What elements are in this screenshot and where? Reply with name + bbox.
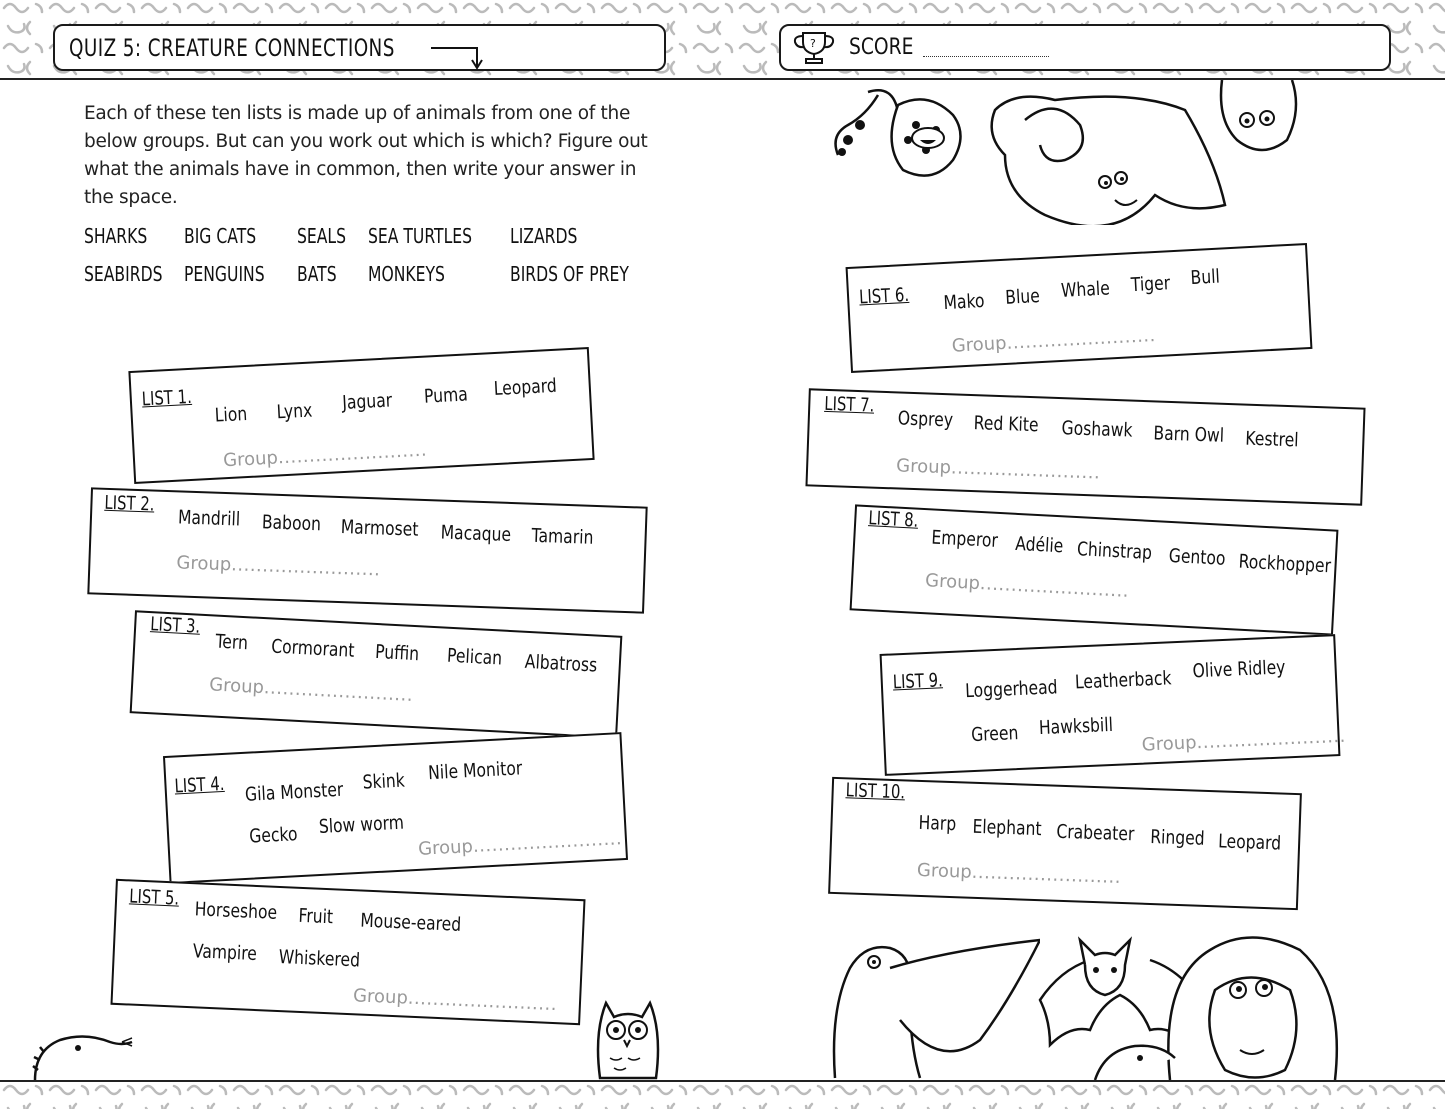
animal-name: Whale (1060, 277, 1111, 302)
animal-name: Hawksbill (1038, 713, 1114, 740)
baboon-illustration-icon (1160, 930, 1345, 1080)
group-prompt: Group (924, 570, 981, 595)
score-answer-line[interactable] (923, 49, 1049, 57)
owl-illustration-icon (592, 998, 662, 1080)
animal-name: Gentoo (1168, 544, 1227, 570)
group-option: SHARKS (84, 224, 148, 248)
list-label: LIST 1. (141, 385, 193, 411)
group-option: SEALS (297, 224, 347, 248)
arrow-down-right-icon (429, 42, 489, 72)
list-label: LIST 9. (892, 669, 944, 694)
animal-name: Rockhopper (1238, 550, 1332, 578)
answer-dots: ........................ (263, 677, 414, 706)
animal-name: Barn Owl (1153, 422, 1225, 447)
animal-name: Goshawk (1061, 417, 1133, 442)
animal-name: Nile Monitor (427, 757, 523, 785)
list-label: LIST 2. (104, 491, 155, 516)
answer-dots: ........................ (472, 828, 623, 857)
animal-name: Olive Ridley (1192, 656, 1286, 683)
group-prompt: Group (176, 552, 232, 576)
lizard-illustration-icon (30, 1030, 140, 1082)
group-option: PENGUINS (184, 262, 265, 286)
quiz-title: QUIZ 5: CREATURE CONNECTIONS (69, 33, 395, 62)
animal-name: Whiskered (278, 945, 361, 972)
animal-name: Crabeater (1056, 820, 1135, 846)
group-option: SEA TURTLES (368, 224, 473, 248)
animal-name: Macaque (440, 521, 512, 546)
animal-name: Horseshoe (194, 898, 278, 924)
pelican-illustration-icon (830, 928, 1040, 1080)
animal-name: Tamarin (531, 524, 594, 549)
animal-name: Gecko (248, 823, 299, 848)
animal-name: Lion (214, 402, 248, 427)
group-answer-line[interactable] (176, 552, 381, 580)
list-card-9 (880, 634, 1347, 776)
bottom-pattern-band (0, 1080, 1445, 1109)
animal-name: Chinstrap (1076, 538, 1153, 564)
list-label: LIST 10. (845, 779, 906, 804)
quiz-title-box (53, 24, 666, 71)
list-card-2 (87, 487, 647, 613)
animal-name: Cormorant (270, 635, 355, 662)
animal-name: Albatross (524, 650, 598, 677)
animal-name: Puffin (374, 640, 420, 666)
group-prompt: Group (951, 332, 1008, 357)
group-prompt: Group (895, 455, 952, 479)
animal-name: Red Kite (973, 412, 1039, 437)
animal-name: Lynx (276, 399, 313, 424)
animal-name: Tern (214, 630, 249, 655)
group-prompt: Group (352, 985, 409, 1009)
animal-name: Skink (362, 769, 406, 794)
group-option: BATS (297, 262, 337, 286)
score-label: SCORE (849, 35, 914, 60)
group-answer-line[interactable] (353, 985, 558, 1015)
answer-dots: ........................ (979, 573, 1130, 602)
group-answer-line[interactable] (951, 325, 1156, 357)
answer-dots: ........................ (950, 457, 1101, 484)
group-answer-line[interactable] (418, 828, 623, 860)
list-card-7 (805, 388, 1365, 505)
animal-name: Leopard (493, 374, 558, 401)
animal-name: Tiger (1130, 272, 1171, 297)
animal-name: Puma (423, 383, 469, 408)
animal-name: Adélie (1014, 532, 1064, 558)
animal-name: Green (970, 722, 1019, 747)
answer-dots: ........................ (971, 861, 1122, 888)
leopard-illustration-icon (828, 80, 998, 200)
group-option: MONKEYS (368, 262, 445, 286)
animal-name: Marmoset (340, 516, 419, 541)
list-label: LIST 3. (149, 613, 201, 638)
list-label: LIST 6. (858, 283, 910, 309)
animal-name: Vampire (192, 940, 258, 966)
group-option: SEABIRDS (84, 262, 163, 286)
animal-name: Harp (918, 811, 957, 836)
answer-dots: ........................ (230, 554, 381, 581)
list-label: LIST 4. (173, 772, 226, 798)
animal-name: Baboon (261, 511, 322, 536)
group-answer-line[interactable] (209, 674, 414, 706)
list-label: LIST 7. (823, 392, 875, 417)
score-box (779, 24, 1391, 71)
animal-name: Mouse-eared (359, 909, 462, 936)
monkey-illustration-icon (1212, 80, 1302, 165)
answer-dots: ........................ (1196, 725, 1347, 754)
list-card-8 (850, 504, 1339, 635)
animal-name: Kestrel (1245, 427, 1299, 452)
animal-name: Emperor (930, 526, 999, 552)
animal-name: Bull (1190, 265, 1221, 290)
group-prompt: Group (222, 447, 279, 472)
list-card-6 (846, 243, 1313, 373)
animal-name: Leopard (1217, 830, 1282, 855)
animal-name: Blue (1004, 285, 1041, 309)
group-option: LIZARDS (510, 224, 578, 248)
list-card-5 (110, 879, 585, 1025)
animal-name: Gila Monster (244, 778, 344, 806)
group-answer-line[interactable] (925, 570, 1130, 602)
trophy-icon (791, 30, 837, 66)
group-answer-line[interactable] (917, 860, 1122, 888)
group-option: BIRDS OF PREY (510, 262, 629, 286)
answer-dots: ........................ (277, 439, 428, 469)
group-option: BIG CATS (184, 224, 257, 248)
svg-text:?: ? (810, 36, 816, 50)
answer-dots: ........................ (407, 987, 558, 1016)
animal-name: Fruit (298, 904, 334, 929)
group-prompt: Group (417, 836, 474, 860)
group-prompt: Group (1141, 732, 1197, 756)
list-card-4 (163, 732, 628, 884)
animal-name: Mandrill (177, 506, 241, 531)
list-card-3 (130, 610, 623, 738)
animal-name: Leatherback (1074, 667, 1172, 694)
group-answer-line[interactable] (223, 440, 428, 472)
animal-name: Jaguar (341, 389, 393, 414)
animal-name: Elephant (972, 815, 1042, 841)
group-answer-line[interactable] (896, 455, 1101, 483)
animal-name: Mako (942, 289, 986, 315)
squiggle-pattern-icon (0, 1082, 1445, 1109)
animal-name: Slow worm (318, 811, 405, 839)
instructions: Each of these ten lists is made up of animals from one of the below groups. But can you work out which is which? Figure out what the animals have in common, then write your answer in the space. (84, 103, 648, 208)
animal-name: Ringed (1149, 825, 1206, 850)
answer-dots: ........................ (1006, 325, 1157, 354)
animal-name: Osprey (897, 407, 954, 432)
lizard-head-illustration-icon (1090, 1040, 1180, 1080)
group-prompt: Group (208, 674, 265, 699)
list-card-10 (828, 777, 1302, 910)
group-answer-line[interactable] (1141, 726, 1346, 756)
animal-name: Pelican (446, 644, 503, 670)
list-label: LIST 5. (128, 885, 180, 910)
list-label: LIST 8. (867, 507, 919, 532)
animal-name: Loggerhead (964, 676, 1058, 703)
group-prompt: Group (916, 859, 973, 883)
elephant-seal-illustration-icon (985, 80, 1245, 225)
list-card-1 (128, 347, 594, 484)
